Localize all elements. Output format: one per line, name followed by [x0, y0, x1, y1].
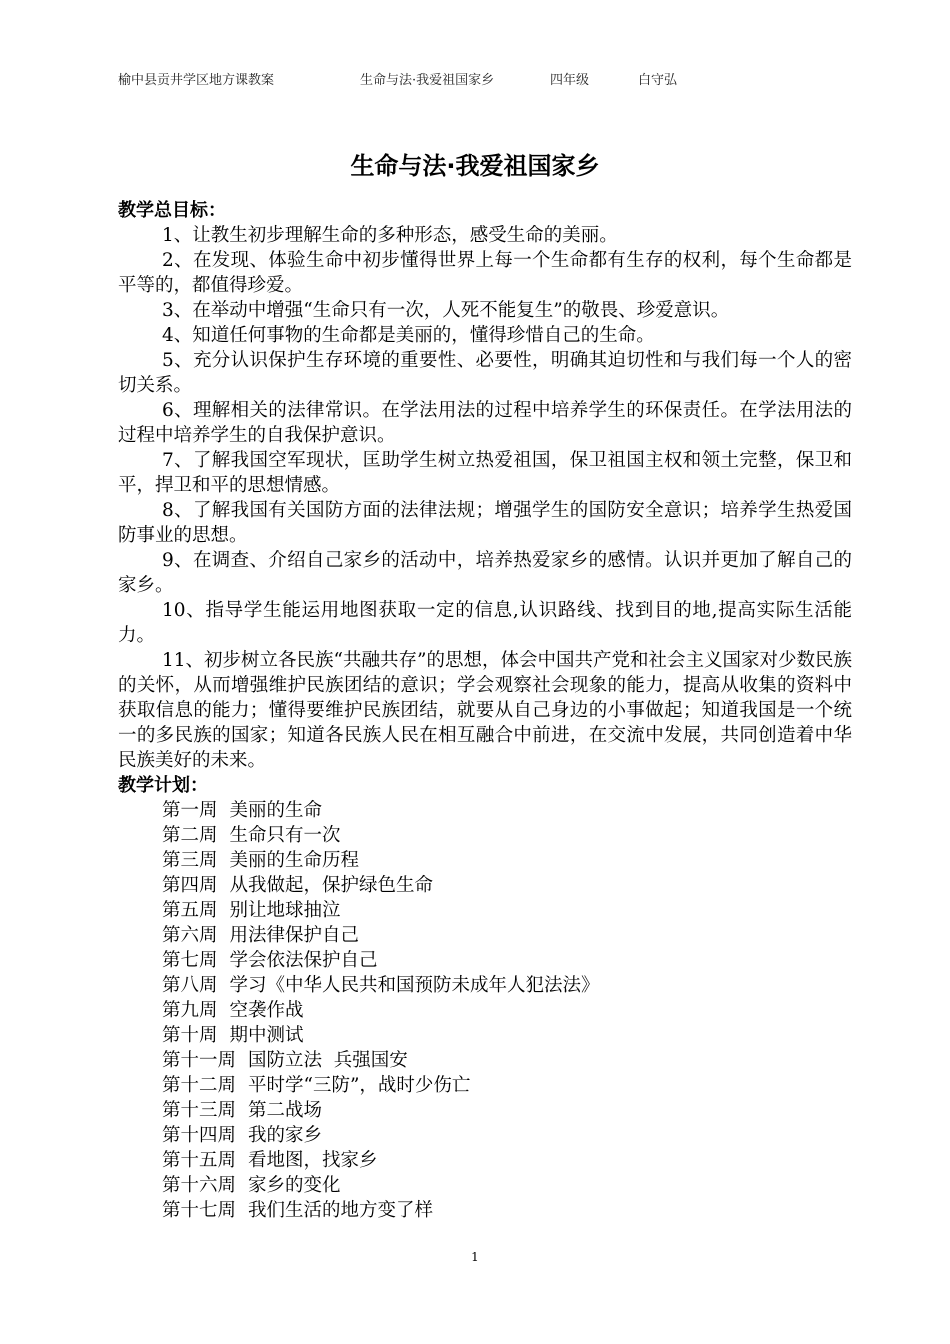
plan-week-row — [118, 798, 852, 823]
goal-item: 9、在调查、介绍自己家乡的活动中，培养热爱家乡的感情。认识并更加了解自己的家乡。 — [118, 550, 852, 596]
week-label: 第十五周 — [162, 1150, 237, 1171]
week-label: 第七周 — [162, 950, 218, 971]
goal-item: 7、了解我国空军现状，匡助学生树立热爱祖国，保卫祖国主权和领土完整，保卫和平，捍卫和平的思想情感。 — [118, 450, 852, 496]
week-topic: 看地图，找家乡 — [248, 1150, 378, 1171]
plan-heading: 教学计划： — [118, 775, 208, 796]
week-topic: 学习《中华人民共和国预防未成年人犯法法》 — [229, 975, 600, 996]
week-topic: 我的家乡 — [248, 1125, 323, 1146]
week-label: 第十三周 — [162, 1100, 237, 1121]
week-label: 第九周 — [162, 1000, 218, 1021]
plan-week-row — [118, 923, 852, 948]
goal-item: 3、在举动中增强“生命只有一次，人死不能复生”的敬畏、珍爱意识。 — [162, 300, 730, 321]
week-label: 第十七周 — [162, 1200, 237, 1221]
plan-week-row — [118, 1148, 852, 1173]
week-label: 第十周 — [162, 1025, 218, 1046]
week-label: 第五周 — [162, 900, 218, 921]
page-number: 1 — [471, 1250, 479, 1264]
goal-item: 6、理解相关的法律常识。在学法用法的过程中培养学生的环保责任。在学法用法的过程中培养学生的自我保护意识。 — [118, 400, 852, 446]
week-label: 第四周 — [162, 875, 218, 896]
plan-week-row — [118, 1048, 852, 1073]
plan-week-row — [118, 1123, 852, 1148]
header-grade: 四年级 — [550, 73, 590, 88]
plan-week-row — [118, 1173, 852, 1198]
week-label: 第十四周 — [162, 1125, 237, 1146]
week-topic: 美丽的生命 — [229, 800, 323, 821]
week-label: 第十一周 — [162, 1050, 237, 1071]
week-label: 第三周 — [162, 850, 218, 871]
goal-item: 5、充分认识保护生存环境的重要性、必要性，明确其迫切性和与我们每一个人的密切关系。 — [118, 350, 852, 396]
goal-item: 2、在发现、体验生命中初步懂得世界上每一个生命都有生存的权利，每个生命都是平等的，都值得珍爱。 — [118, 250, 852, 296]
goal-item: 11、初步树立各民族“共融共存”的思想，体会中国共产党和社会主义国家对少数民族的关怀，从而增强维护民族团结的意识；学会观察社会现象的能力，提高从收集的资料中获取信息的能力；懂得要维护民族团结，就要从自己身边的小事做起；知道我国是一个统一的多民族的国家；知道各民族人民在相互融合中前进，在交流中发展，共同创造着中华民族美好的未来。 — [118, 650, 852, 771]
plan-week-row — [118, 823, 852, 848]
goals-list — [118, 223, 852, 773]
plan-week-row — [118, 1198, 852, 1223]
goal-item: 4、知道任何事物的生命都是美丽的，懂得珍惜自己的生命。 — [162, 325, 655, 346]
week-topic: 学会依法保护自己 — [229, 950, 378, 971]
header-school: 榆中县贡井学区地方课教案 — [118, 73, 275, 88]
week-topic: 生命只有一次 — [229, 825, 341, 846]
plan-week-row — [118, 948, 852, 973]
week-label: 第一周 — [162, 800, 218, 821]
page-header — [0, 69, 950, 89]
week-topic: 别让地球抽泣 — [229, 900, 341, 921]
week-topic: 用法律保护自己 — [229, 925, 360, 946]
week-topic: 国防立法 兵强国安 — [248, 1050, 408, 1071]
goal-item: 1、让教生初步理解生命的多种形态，感受生命的美丽。 — [162, 225, 618, 246]
plan-week-row — [118, 1073, 852, 1098]
plan-week-row — [118, 898, 852, 923]
goal-item: 8、了解我国有关国防方面的法律法规；增强学生的国防安全意识；培养学生热爱国防事业的思想。 — [118, 500, 852, 546]
header-subject: 生命与法·我爱祖国家乡 — [360, 73, 495, 88]
week-topic: 家乡的变化 — [248, 1175, 341, 1196]
plan-week-row — [118, 1098, 852, 1123]
plan-week-row — [118, 873, 852, 898]
plan-list — [118, 798, 852, 1223]
week-topic: 平时学“三防”，战时少伤亡 — [248, 1075, 471, 1096]
plan-week-row — [118, 1023, 852, 1048]
week-label: 第二周 — [162, 825, 218, 846]
plan-week-row — [118, 998, 852, 1023]
document-title: 生命与法·我爱祖国家乡 — [350, 152, 600, 180]
goals-heading: 教学总目标： — [118, 200, 226, 221]
week-label: 第十六周 — [162, 1175, 237, 1196]
document-body — [118, 198, 852, 1223]
week-topic: 第二战场 — [248, 1100, 323, 1121]
header-teacher: 白守弘 — [638, 73, 678, 88]
week-topic: 美丽的生命历程 — [229, 850, 360, 871]
week-label: 第十二周 — [162, 1075, 237, 1096]
goal-item: 10、指导学生能运用地图获取一定的信息,认识路线、找到目的地,提高实际生活能力。 — [118, 600, 852, 646]
week-topic: 从我做起，保护绿色生命 — [229, 875, 434, 896]
plan-week-row — [118, 973, 852, 998]
week-topic: 空袭作战 — [229, 1000, 304, 1021]
week-topic: 我们生活的地方变了样 — [248, 1200, 434, 1221]
week-label: 第八周 — [162, 975, 218, 996]
week-label: 第六周 — [162, 925, 218, 946]
plan-week-row — [118, 848, 852, 873]
week-topic: 期中测试 — [229, 1025, 304, 1046]
